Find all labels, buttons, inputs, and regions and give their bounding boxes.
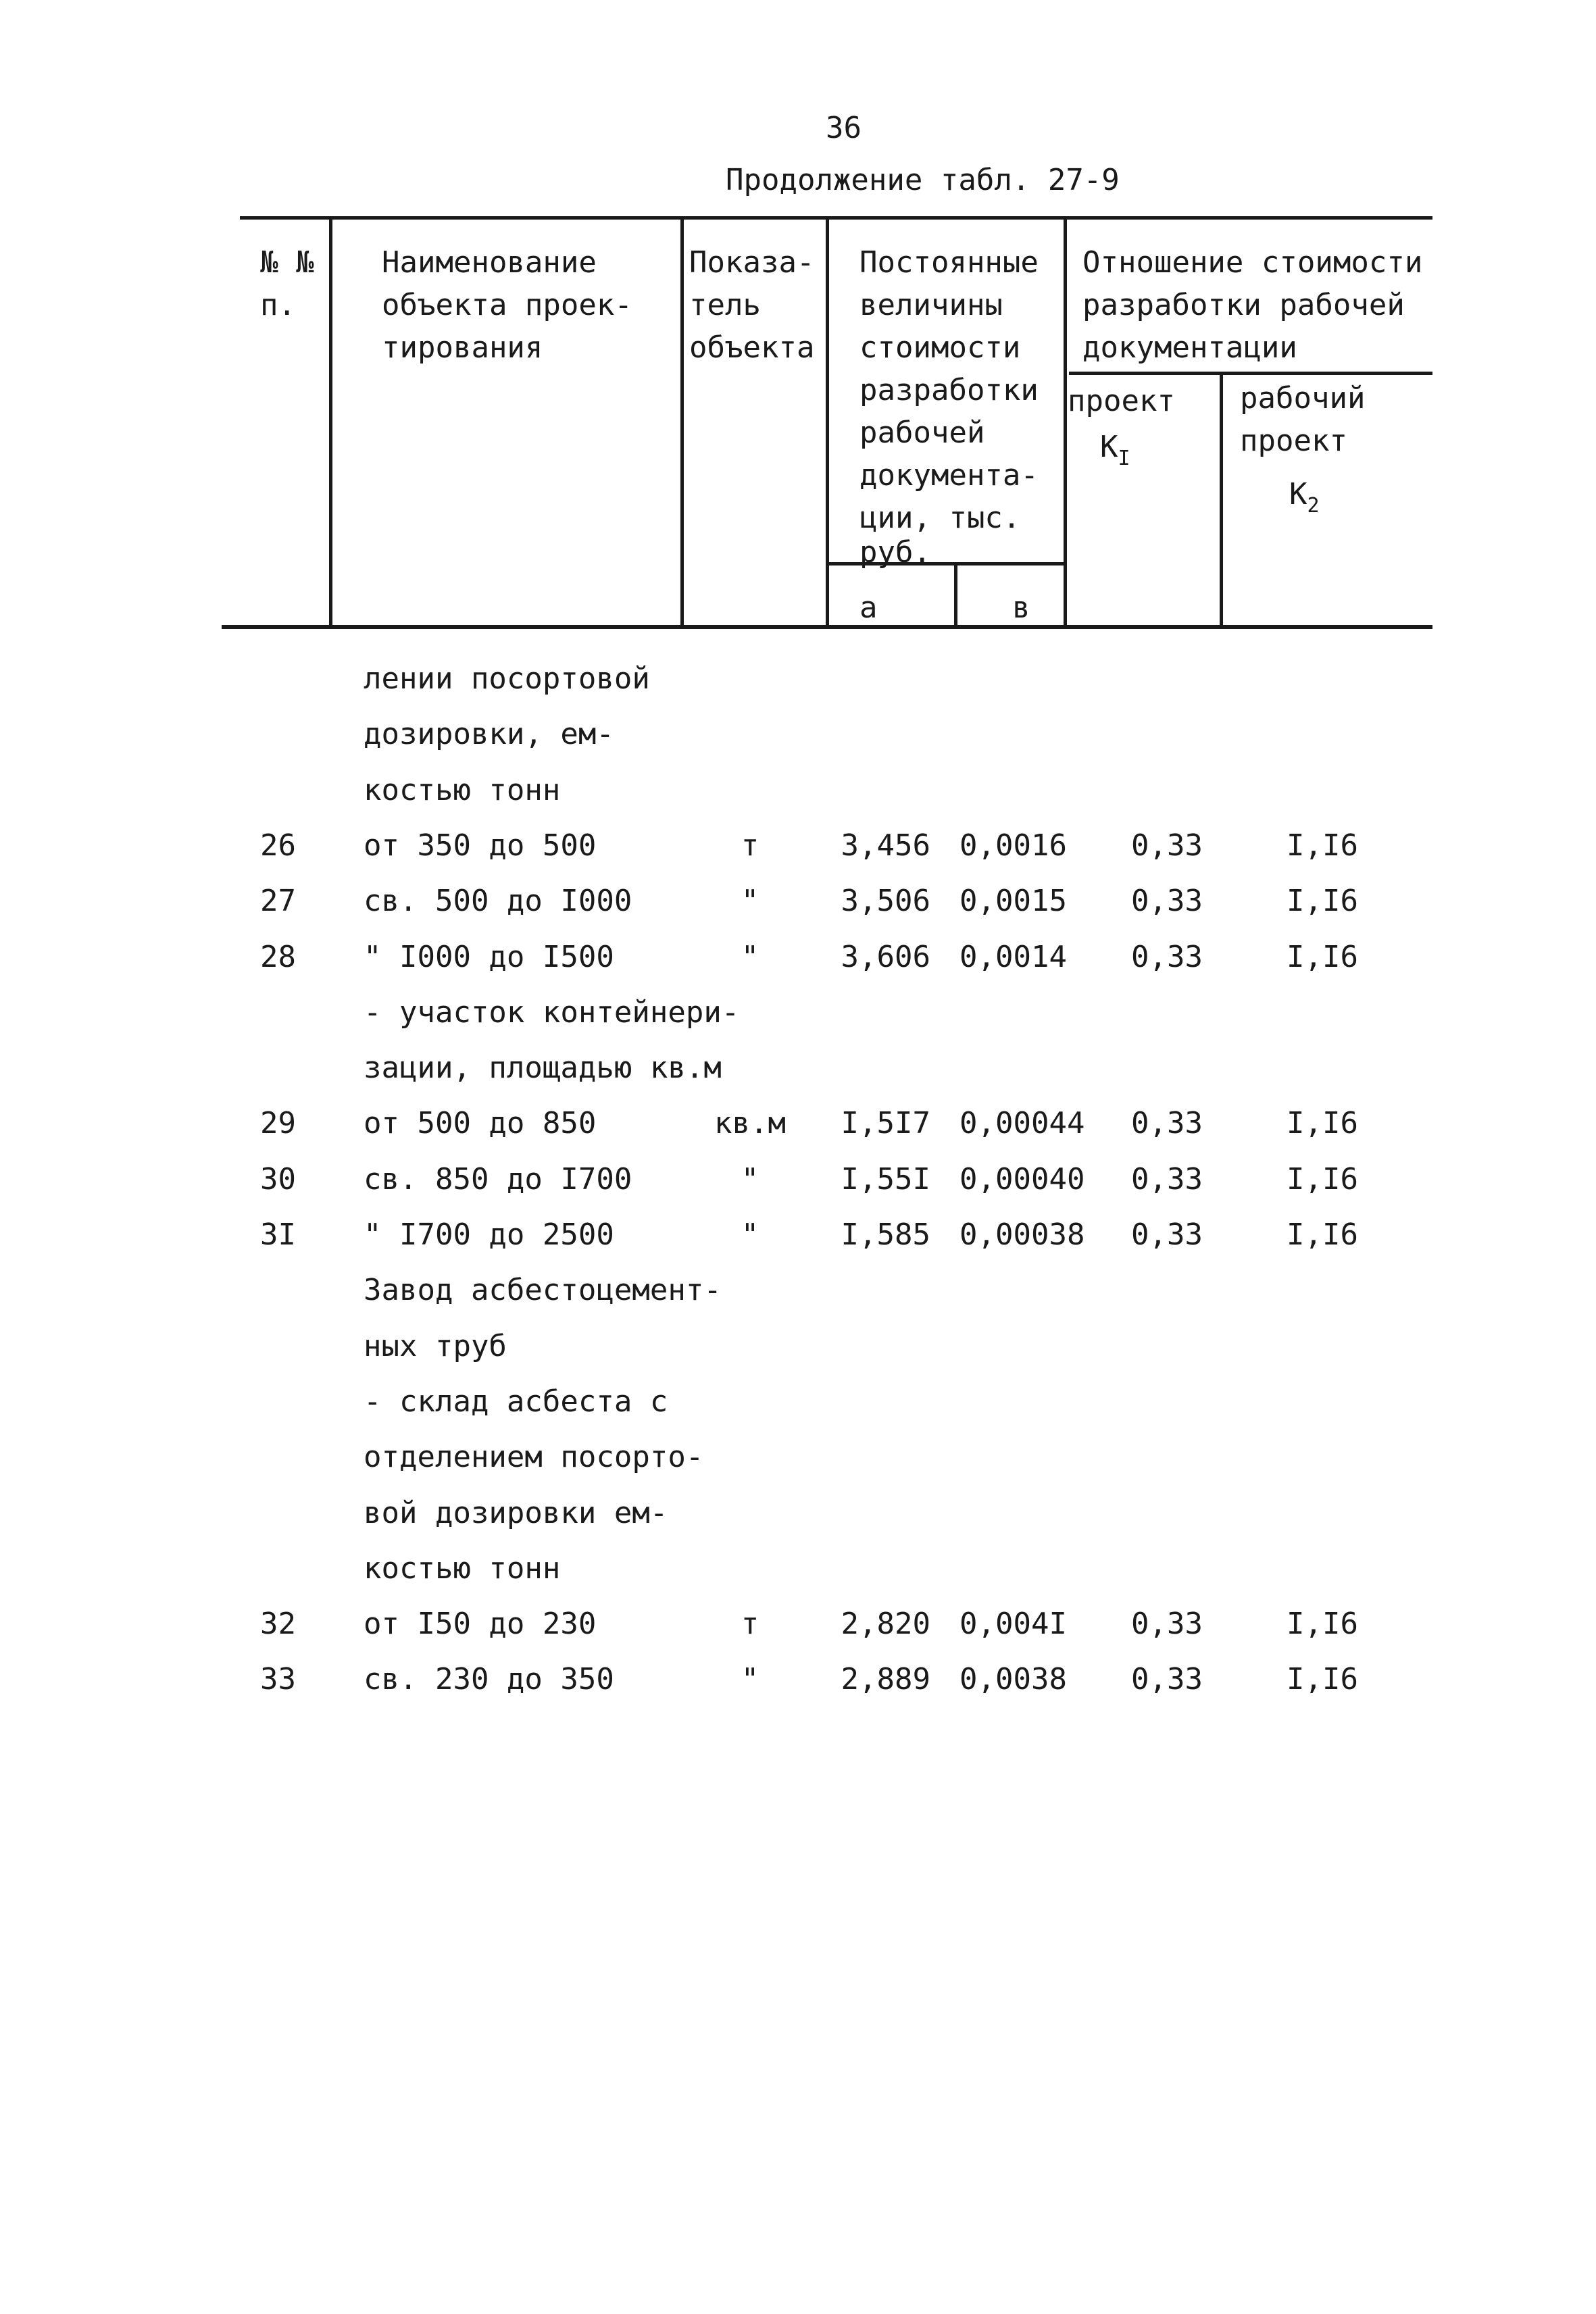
cell-name: - участок контейнери- [364,995,740,1030]
table-caption: Продолжение табл. 27-9 [726,163,1120,197]
cell-name: лении посортовой [364,661,650,696]
cell-num: 32 [260,1607,296,1642]
header-col-unit [689,241,814,369]
header-col-ratio [1082,241,1422,369]
cell-name: ных труб [364,1328,507,1363]
header-subscript: 2 [1307,494,1320,518]
cell-name: - склад асбеста с [364,1384,668,1419]
cell-name: костью тонн [364,1551,561,1586]
cell-name: Завод асбестоцемент- [364,1273,722,1308]
cell-k2: I,I6 [1287,1662,1358,1697]
header-col-k1: проект [1068,384,1175,418]
header-text: объекта проек- [382,288,632,322]
cell-const-a: I,5I7 [841,1106,930,1141]
cell-unit: " [741,1217,759,1252]
cell-const-b: 0,0014 [959,939,1067,974]
header-text: документа- [859,458,1039,493]
cell-const-b: 0,0016 [959,828,1067,863]
cell-unit: " [741,1161,759,1197]
cell-num: 30 [260,1161,296,1197]
header-subscript: I [1118,447,1130,470]
cell-const-b: 0,0038 [959,1662,1067,1697]
cell-name: костью тонн [364,772,561,807]
cell-name: от 350 до 500 [364,828,597,863]
header-text: стоимости [859,330,1021,365]
cell-num: 33 [260,1662,296,1697]
header-k1-symbol [1100,432,1130,469]
header-text: Постоянные [859,245,1039,280]
cell-const-b: 0,00044 [959,1106,1085,1141]
cell-const-b: 0,0015 [959,884,1067,919]
cell-k1: 0,33 [1131,939,1203,974]
cell-k2: I,I6 [1287,939,1358,974]
cell-unit: " [741,884,759,919]
cell-name: от I50 до 230 [364,1607,597,1642]
cell-name: " I700 до 2500 [364,1217,614,1252]
header-text: К [1289,477,1307,511]
header-text: № № [260,245,314,280]
divider-const-k1 [1064,218,1067,627]
cell-num: 3I [260,1217,296,1252]
ratio-sub-rule [1069,372,1432,375]
cell-k2: I,I6 [1287,884,1358,919]
header-text: разработки [859,373,1039,407]
header-col-k2 [1240,377,1365,462]
header-text: тель [689,288,761,322]
cell-k1: 0,33 [1131,828,1203,863]
cell-name: зации, площадью кв.м [364,1051,722,1086]
divider-a-b [954,564,957,627]
cell-const-b: 0,004I [959,1607,1067,1642]
cell-unit: кв.м [714,1106,786,1141]
cell-num: 27 [260,884,296,919]
header-text: руб. [859,535,931,570]
header-top-rule [240,216,1432,220]
divider-name-unit [680,218,684,627]
cell-const-a: I,585 [841,1217,930,1252]
header-text: К [1100,430,1118,464]
cell-k1: 0,33 [1131,884,1203,919]
cell-num: 29 [260,1106,296,1141]
cell-name: св. 850 до I700 [364,1161,632,1197]
cell-k1: 0,33 [1131,1607,1203,1642]
header-text: рабочей [859,416,985,450]
cell-const-a: 3,456 [841,828,930,863]
cell-k1: 0,33 [1131,1662,1203,1697]
header-col-b: в [1012,590,1030,625]
header-col-num [260,241,314,326]
cell-k1: 0,33 [1131,1217,1203,1252]
cell-const-a: 3,506 [841,884,930,919]
cell-num: 28 [260,939,296,974]
cell-name: св. 230 до 350 [364,1662,614,1697]
header-text: Отношение стоимости [1082,245,1423,280]
header-text: рабочий [1240,381,1366,416]
cell-const-a: I,55I [841,1161,930,1197]
cell-unit: т [741,828,759,863]
cell-const-a: 2,889 [841,1662,930,1697]
cell-const-a: 2,820 [841,1607,930,1642]
cell-k2: I,I6 [1287,1106,1358,1141]
cell-unit: т [741,1607,759,1642]
cell-const-b: 0,00038 [959,1217,1085,1252]
header-text: документации [1082,330,1297,365]
header-text: Показа- [689,245,815,280]
header-k2-symbol [1289,477,1320,518]
page-number: 36 [826,111,862,145]
header-text: Наименование [382,245,597,280]
header-col-const [859,241,1039,570]
cell-unit: " [741,939,759,974]
cell-const-a: 3,606 [841,939,930,974]
header-text: разработки рабочей [1082,288,1405,322]
cell-name: от 500 до 850 [364,1106,597,1141]
divider-k1-k2 [1220,374,1223,627]
cell-k2: I,I6 [1287,1607,1358,1642]
cell-const-b: 0,00040 [959,1161,1085,1197]
cell-k2: I,I6 [1287,828,1358,863]
header-text: величины [859,288,1003,322]
cell-k2: I,I6 [1287,1217,1358,1252]
cell-k2: I,I6 [1287,1161,1358,1197]
header-text: ции, тыс. [859,501,1021,535]
cell-num: 26 [260,828,296,863]
cell-k1: 0,33 [1131,1161,1203,1197]
cell-unit: " [741,1662,759,1697]
divider-num-name [329,218,332,627]
cell-name: вой дозировки ем- [364,1495,668,1530]
cell-name: " I000 до I500 [364,939,614,974]
header-text: п. [260,288,296,322]
header-text: проект [1240,424,1347,458]
header-col-name [382,241,632,369]
cell-name: св. 500 до I000 [364,884,632,919]
header-col-a: а [859,590,878,625]
header-text: тирования [382,330,543,365]
cell-k1: 0,33 [1131,1106,1203,1141]
cell-name: отделением посорто- [364,1440,704,1475]
header-text: объекта [689,330,815,365]
divider-unit-const [826,218,829,627]
cell-name: дозировки, ем- [364,717,614,752]
